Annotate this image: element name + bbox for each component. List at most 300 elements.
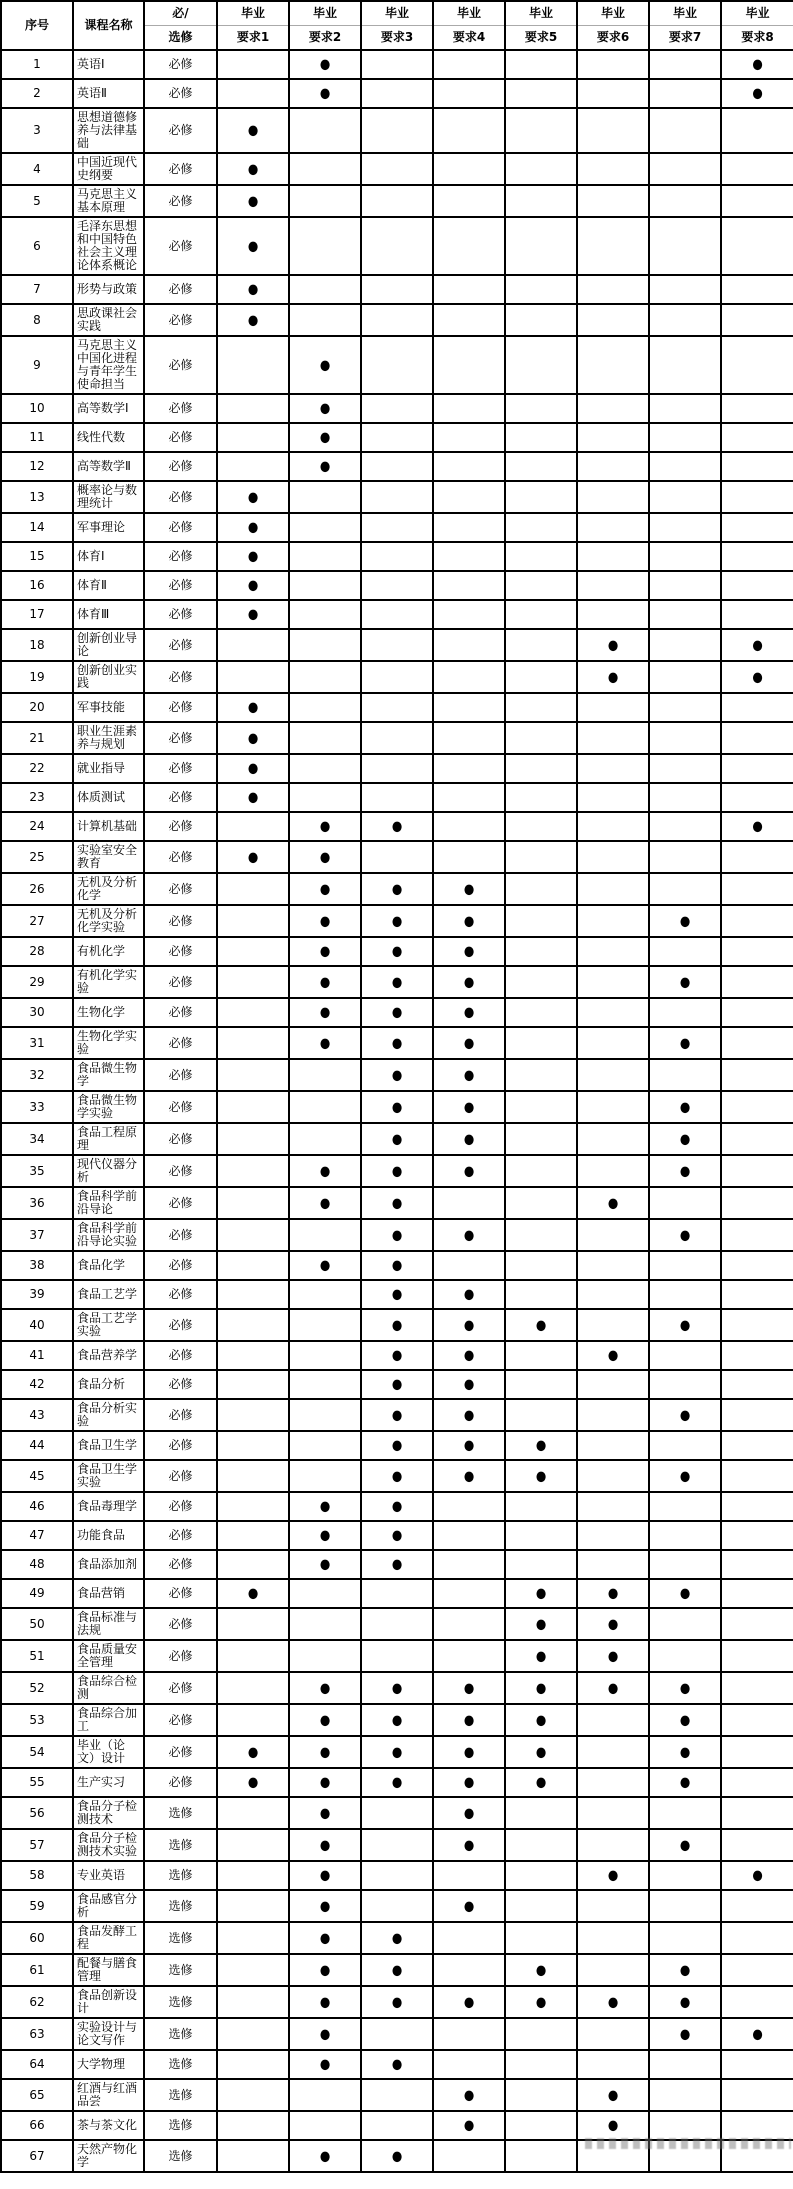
table-row (1, 841, 793, 873)
course-type-cell: 选修 (144, 1954, 217, 1986)
requirement-cell-7 (649, 1399, 721, 1431)
requirement-cell-4 (433, 79, 505, 108)
mapping-dot: ● (607, 1866, 619, 1883)
requirement-cell-7 (649, 1672, 721, 1704)
requirement-cell-8 (721, 1521, 793, 1550)
requirement-cell-2 (289, 2111, 361, 2140)
requirement-cell-6 (577, 905, 649, 937)
course-name-cell: 食品分析 (73, 1370, 144, 1399)
mapping-dot: ● (752, 636, 763, 653)
requirement-cell-6 (577, 1704, 649, 1736)
mapping-dot: ● (247, 547, 259, 564)
requirement-cell-2 (289, 1091, 361, 1123)
requirement-cell-2 (289, 1986, 361, 2018)
table-row (1, 2111, 793, 2140)
course-type-cell: 必修 (144, 1399, 217, 1431)
requirement-cell-5 (505, 841, 577, 873)
course-name-cell: 英语Ⅱ (73, 79, 144, 108)
table-row (1, 394, 793, 423)
mapping-dot: ● (607, 1194, 619, 1211)
course-type-cell: 必修 (144, 693, 217, 722)
mapping-dot: ● (679, 1162, 691, 1179)
table-row (1, 1280, 793, 1309)
requirement-cell-6 (577, 2140, 649, 2172)
requirement-cell-7 (649, 336, 721, 394)
requirement-cell-2 (289, 783, 361, 812)
requirement-cell-6 (577, 2018, 649, 2050)
mapping-dot: ● (391, 912, 403, 929)
requirement-cell-8 (721, 2018, 793, 2050)
requirement-cell-6 (577, 873, 649, 905)
requirement-cell-2 (289, 1309, 361, 1341)
requirement-cell-8 (721, 2111, 793, 2140)
requirement-cell-6 (577, 1280, 649, 1309)
requirement-cell-1 (217, 108, 289, 153)
requirement-cell-8 (721, 722, 793, 754)
requirement-cell-7 (649, 1890, 721, 1922)
requirement-cell-3 (361, 722, 433, 754)
mapping-dot: ● (247, 576, 259, 593)
requirement-cell-2 (289, 998, 361, 1027)
course-type-cell: 必修 (144, 542, 217, 571)
requirement-cell-7 (649, 423, 721, 452)
course-type-cell: 必修 (144, 841, 217, 873)
requirement-cell-3 (361, 423, 433, 452)
row-seq-no: 62 (1, 1986, 73, 2018)
header-type-line2: 选修 (144, 26, 217, 51)
row-seq-no: 30 (1, 998, 73, 1027)
requirement-cell-3 (361, 217, 433, 275)
requirement-cell-7 (649, 812, 721, 841)
requirement-cell-5 (505, 1431, 577, 1460)
header-type-line1: 必/ (144, 1, 217, 26)
course-name-cell: 高等数学Ⅱ (73, 452, 144, 481)
requirement-cell-4 (433, 1550, 505, 1579)
requirement-cell-6 (577, 452, 649, 481)
requirement-cell-3 (361, 1829, 433, 1861)
requirement-cell-7 (649, 998, 721, 1027)
requirement-cell-6 (577, 693, 649, 722)
requirement-cell-2 (289, 108, 361, 153)
row-seq-no: 1 (1, 50, 73, 79)
mapping-dot: ● (391, 2055, 403, 2072)
mapping-dot: ● (752, 2025, 763, 2042)
requirement-cell-4 (433, 50, 505, 79)
mapping-dot: ● (319, 1003, 331, 1020)
course-type-cell: 必修 (144, 1309, 217, 1341)
requirement-cell-2 (289, 1123, 361, 1155)
requirement-cell-3 (361, 1280, 433, 1309)
table-row (1, 50, 793, 79)
mapping-dot: ● (319, 1194, 331, 1211)
table-row (1, 217, 793, 275)
table-row (1, 1797, 793, 1829)
requirement-cell-3 (361, 629, 433, 661)
requirement-cell-3 (361, 754, 433, 783)
row-seq-no: 66 (1, 2111, 73, 2140)
table-row (1, 1829, 793, 1861)
mapping-dot: ● (319, 1679, 331, 1696)
requirement-cell-1 (217, 812, 289, 841)
course-type-cell: 必修 (144, 661, 217, 693)
row-seq-no: 60 (1, 1922, 73, 1954)
requirement-cell-7 (649, 571, 721, 600)
mapping-dot: ● (247, 121, 259, 138)
requirement-cell-4 (433, 1492, 505, 1521)
requirement-cell-7 (649, 1123, 721, 1155)
requirement-cell-7 (649, 722, 721, 754)
course-type-cell: 必修 (144, 1640, 217, 1672)
requirement-cell-6 (577, 481, 649, 513)
requirement-cell-7 (649, 966, 721, 998)
requirement-cell-2 (289, 693, 361, 722)
requirement-cell-4 (433, 1059, 505, 1091)
requirement-cell-7 (649, 304, 721, 336)
requirement-cell-4 (433, 1251, 505, 1280)
row-seq-no: 9 (1, 336, 73, 394)
requirement-cell-3 (361, 79, 433, 108)
requirement-cell-2 (289, 481, 361, 513)
requirement-cell-7 (649, 1027, 721, 1059)
requirement-cell-8 (721, 542, 793, 571)
requirement-cell-7 (649, 1550, 721, 1579)
header-grad-req-6-top: 毕业 (577, 1, 649, 26)
mapping-dot: ● (247, 311, 259, 328)
requirement-cell-8 (721, 153, 793, 185)
mapping-dot: ● (247, 1584, 259, 1601)
requirement-cell-4 (433, 513, 505, 542)
requirement-cell-7 (649, 1768, 721, 1797)
table-row (1, 1861, 793, 1890)
mapping-dot: ● (391, 1285, 403, 1302)
requirement-cell-4 (433, 423, 505, 452)
requirement-cell-5 (505, 452, 577, 481)
course-name-cell: 创新创业实践 (73, 661, 144, 693)
requirement-cell-1 (217, 1890, 289, 1922)
requirement-cell-1 (217, 50, 289, 79)
requirement-cell-1 (217, 304, 289, 336)
requirement-cell-6 (577, 1370, 649, 1399)
table-row (1, 1736, 793, 1768)
row-seq-no: 33 (1, 1091, 73, 1123)
table-row (1, 423, 793, 452)
requirement-cell-3 (361, 1797, 433, 1829)
mapping-dot: ● (607, 1584, 619, 1601)
requirement-cell-5 (505, 998, 577, 1027)
requirement-cell-6 (577, 1155, 649, 1187)
course-type-cell: 选修 (144, 1829, 217, 1861)
requirement-cell-1 (217, 1431, 289, 1460)
course-name-cell: 毕业（论文）设计 (73, 1736, 144, 1768)
requirement-cell-2 (289, 423, 361, 452)
course-name-cell: 就业指导 (73, 754, 144, 783)
requirement-cell-7 (649, 1608, 721, 1640)
requirement-cell-5 (505, 873, 577, 905)
mapping-dot: ● (391, 1406, 403, 1423)
requirement-cell-2 (289, 629, 361, 661)
requirement-cell-2 (289, 841, 361, 873)
requirement-cell-3 (361, 1370, 433, 1399)
mapping-dot: ● (463, 1346, 475, 1363)
course-name-cell: 食品综合检测 (73, 1672, 144, 1704)
mapping-dot: ● (752, 84, 763, 101)
requirement-cell-5 (505, 1341, 577, 1370)
row-seq-no: 51 (1, 1640, 73, 1672)
requirement-cell-3 (361, 1922, 433, 1954)
requirement-cell-8 (721, 304, 793, 336)
requirement-cell-8 (721, 1736, 793, 1768)
course-name-cell: 红酒与红酒品尝 (73, 2079, 144, 2111)
mapping-dot: ● (319, 399, 331, 416)
mapping-dot: ● (319, 912, 331, 929)
requirement-cell-2 (289, 1219, 361, 1251)
course-name-cell: 马克思主义中国化进程与青年学生使命担当 (73, 336, 144, 394)
course-name-cell: 实验设计与论文写作 (73, 2018, 144, 2050)
mapping-dot: ● (391, 1316, 403, 1333)
requirement-cell-5 (505, 937, 577, 966)
course-name-cell: 无机及分析化学 (73, 873, 144, 905)
course-type-cell: 必修 (144, 153, 217, 185)
requirement-cell-3 (361, 1399, 433, 1431)
row-seq-no: 24 (1, 812, 73, 841)
course-name-cell: 食品化学 (73, 1251, 144, 1280)
mapping-dot: ● (607, 1647, 619, 1664)
row-seq-no: 63 (1, 2018, 73, 2050)
mapping-dot: ● (607, 1615, 619, 1632)
requirement-cell-1 (217, 452, 289, 481)
requirement-cell-6 (577, 1399, 649, 1431)
requirement-cell-2 (289, 661, 361, 693)
mapping-dot: ● (463, 1836, 475, 1853)
row-seq-no: 57 (1, 1829, 73, 1861)
requirement-cell-2 (289, 50, 361, 79)
requirement-cell-3 (361, 873, 433, 905)
requirement-cell-4 (433, 1640, 505, 1672)
mapping-dot: ● (319, 880, 331, 897)
course-name-cell: 食品营销 (73, 1579, 144, 1608)
table-row (1, 1672, 793, 1704)
requirement-cell-7 (649, 1829, 721, 1861)
course-name-cell: 有机化学实验 (73, 966, 144, 998)
requirement-cell-4 (433, 600, 505, 629)
requirement-cell-6 (577, 2111, 649, 2140)
requirement-cell-2 (289, 1251, 361, 1280)
row-seq-no: 48 (1, 1550, 73, 1579)
requirement-cell-2 (289, 336, 361, 394)
course-name-cell: 食品微生物学实验 (73, 1091, 144, 1123)
requirement-cell-4 (433, 2111, 505, 2140)
mapping-dot: ● (535, 1615, 547, 1632)
table-row (1, 1460, 793, 1492)
requirement-cell-4 (433, 1155, 505, 1187)
table-row (1, 153, 793, 185)
requirement-cell-6 (577, 600, 649, 629)
requirement-cell-7 (649, 481, 721, 513)
requirement-cell-6 (577, 1736, 649, 1768)
course-type-cell: 必修 (144, 1059, 217, 1091)
course-name-cell: 食品质量安全管理 (73, 1640, 144, 1672)
requirement-cell-4 (433, 1672, 505, 1704)
mapping-dot: ● (535, 1743, 547, 1760)
table-row (1, 336, 793, 394)
requirement-cell-6 (577, 304, 649, 336)
mapping-dot: ● (319, 55, 331, 72)
mapping-dot: ● (247, 488, 259, 505)
requirement-cell-3 (361, 1640, 433, 1672)
course-name-cell: 食品创新设计 (73, 1986, 144, 2018)
requirement-cell-1 (217, 2140, 289, 2172)
requirement-cell-4 (433, 1399, 505, 1431)
requirement-cell-2 (289, 1399, 361, 1431)
requirement-cell-4 (433, 1986, 505, 2018)
table-row (1, 1492, 793, 1521)
mapping-dot: ● (391, 1256, 403, 1273)
requirement-cell-2 (289, 937, 361, 966)
table-row (1, 1550, 793, 1579)
mapping-dot: ● (391, 1066, 403, 1083)
requirement-cell-1 (217, 600, 289, 629)
requirement-cell-6 (577, 79, 649, 108)
requirement-cell-7 (649, 661, 721, 693)
table-row (1, 1768, 793, 1797)
requirement-cell-5 (505, 1797, 577, 1829)
requirement-cell-7 (649, 1309, 721, 1341)
requirement-cell-5 (505, 905, 577, 937)
course-type-cell: 必修 (144, 998, 217, 1027)
requirement-cell-2 (289, 2079, 361, 2111)
header-grad-req-7-bottom: 要求7 (649, 26, 721, 51)
table-row (1, 513, 793, 542)
requirement-cell-4 (433, 1091, 505, 1123)
row-seq-no: 56 (1, 1797, 73, 1829)
table-row (1, 1123, 793, 1155)
requirement-cell-1 (217, 336, 289, 394)
course-type-cell: 必修 (144, 1608, 217, 1640)
requirement-cell-1 (217, 185, 289, 217)
requirement-cell-2 (289, 2140, 361, 2172)
requirement-cell-5 (505, 1155, 577, 1187)
requirement-cell-5 (505, 812, 577, 841)
requirement-cell-1 (217, 1861, 289, 1890)
requirement-cell-3 (361, 513, 433, 542)
requirement-cell-5 (505, 1219, 577, 1251)
mapping-dot: ● (679, 1098, 691, 1115)
requirement-cell-2 (289, 600, 361, 629)
table-row (1, 1954, 793, 1986)
requirement-cell-6 (577, 1123, 649, 1155)
requirement-cell-4 (433, 275, 505, 304)
requirement-cell-4 (433, 481, 505, 513)
requirement-cell-7 (649, 783, 721, 812)
mapping-dot: ● (391, 1130, 403, 1147)
requirement-cell-2 (289, 79, 361, 108)
mapping-dot: ● (679, 2025, 691, 2042)
requirement-cell-1 (217, 905, 289, 937)
requirement-cell-1 (217, 1370, 289, 1399)
mapping-dot: ● (391, 1679, 403, 1696)
mapping-dot: ● (247, 160, 259, 177)
mapping-dot: ● (391, 1497, 403, 1514)
mapping-dot: ● (679, 1467, 691, 1484)
requirement-cell-6 (577, 1187, 649, 1219)
requirement-cell-6 (577, 423, 649, 452)
requirement-cell-5 (505, 336, 577, 394)
requirement-cell-3 (361, 1492, 433, 1521)
mapping-dot: ● (463, 1162, 475, 1179)
requirement-cell-4 (433, 1027, 505, 1059)
table-row (1, 966, 793, 998)
mapping-dot: ● (535, 1711, 547, 1728)
requirement-cell-8 (721, 693, 793, 722)
requirement-cell-1 (217, 1059, 289, 1091)
course-type-cell: 选修 (144, 2079, 217, 2111)
requirement-cell-8 (721, 50, 793, 79)
requirement-cell-6 (577, 1309, 649, 1341)
mapping-dot: ● (319, 1743, 331, 1760)
row-seq-no: 27 (1, 905, 73, 937)
requirement-cell-8 (721, 661, 793, 693)
requirement-cell-5 (505, 1251, 577, 1280)
requirement-cell-6 (577, 629, 649, 661)
row-seq-no: 39 (1, 1280, 73, 1309)
requirement-cell-7 (649, 79, 721, 108)
requirement-cell-6 (577, 1922, 649, 1954)
requirement-cell-7 (649, 1521, 721, 1550)
requirement-cell-5 (505, 2050, 577, 2079)
course-type-cell: 必修 (144, 1280, 217, 1309)
row-seq-no: 45 (1, 1460, 73, 1492)
table-row (1, 79, 793, 108)
mapping-dot: ● (319, 942, 331, 959)
row-seq-no: 29 (1, 966, 73, 998)
row-seq-no: 21 (1, 722, 73, 754)
row-seq-no: 58 (1, 1861, 73, 1890)
requirement-cell-7 (649, 937, 721, 966)
course-type-cell: 必修 (144, 1736, 217, 1768)
requirement-cell-2 (289, 1704, 361, 1736)
mapping-dot: ● (752, 817, 763, 834)
requirement-cell-7 (649, 1736, 721, 1768)
requirement-cell-4 (433, 1460, 505, 1492)
requirement-cell-7 (649, 1797, 721, 1829)
row-seq-no: 52 (1, 1672, 73, 1704)
course-type-cell: 必修 (144, 812, 217, 841)
requirement-cell-7 (649, 542, 721, 571)
course-type-cell: 必修 (144, 600, 217, 629)
table-row (1, 304, 793, 336)
course-type-cell: 必修 (144, 1341, 217, 1370)
requirement-cell-7 (649, 1861, 721, 1890)
mapping-dot: ● (535, 1773, 547, 1790)
mapping-dot: ● (679, 973, 691, 990)
requirement-cell-2 (289, 1155, 361, 1187)
course-type-cell: 必修 (144, 1768, 217, 1797)
requirement-cell-8 (721, 1829, 793, 1861)
course-name-cell: 高等数学Ⅰ (73, 394, 144, 423)
row-seq-no: 40 (1, 1309, 73, 1341)
requirement-cell-3 (361, 1954, 433, 1986)
requirement-cell-7 (649, 153, 721, 185)
course-name-cell: 食品分子检测技术 (73, 1797, 144, 1829)
requirement-cell-1 (217, 571, 289, 600)
requirement-cell-6 (577, 1861, 649, 1890)
requirement-cell-2 (289, 1579, 361, 1608)
requirement-cell-5 (505, 783, 577, 812)
requirement-cell-3 (361, 275, 433, 304)
table-row (1, 1986, 793, 2018)
requirement-cell-7 (649, 600, 721, 629)
requirement-cell-2 (289, 1890, 361, 1922)
